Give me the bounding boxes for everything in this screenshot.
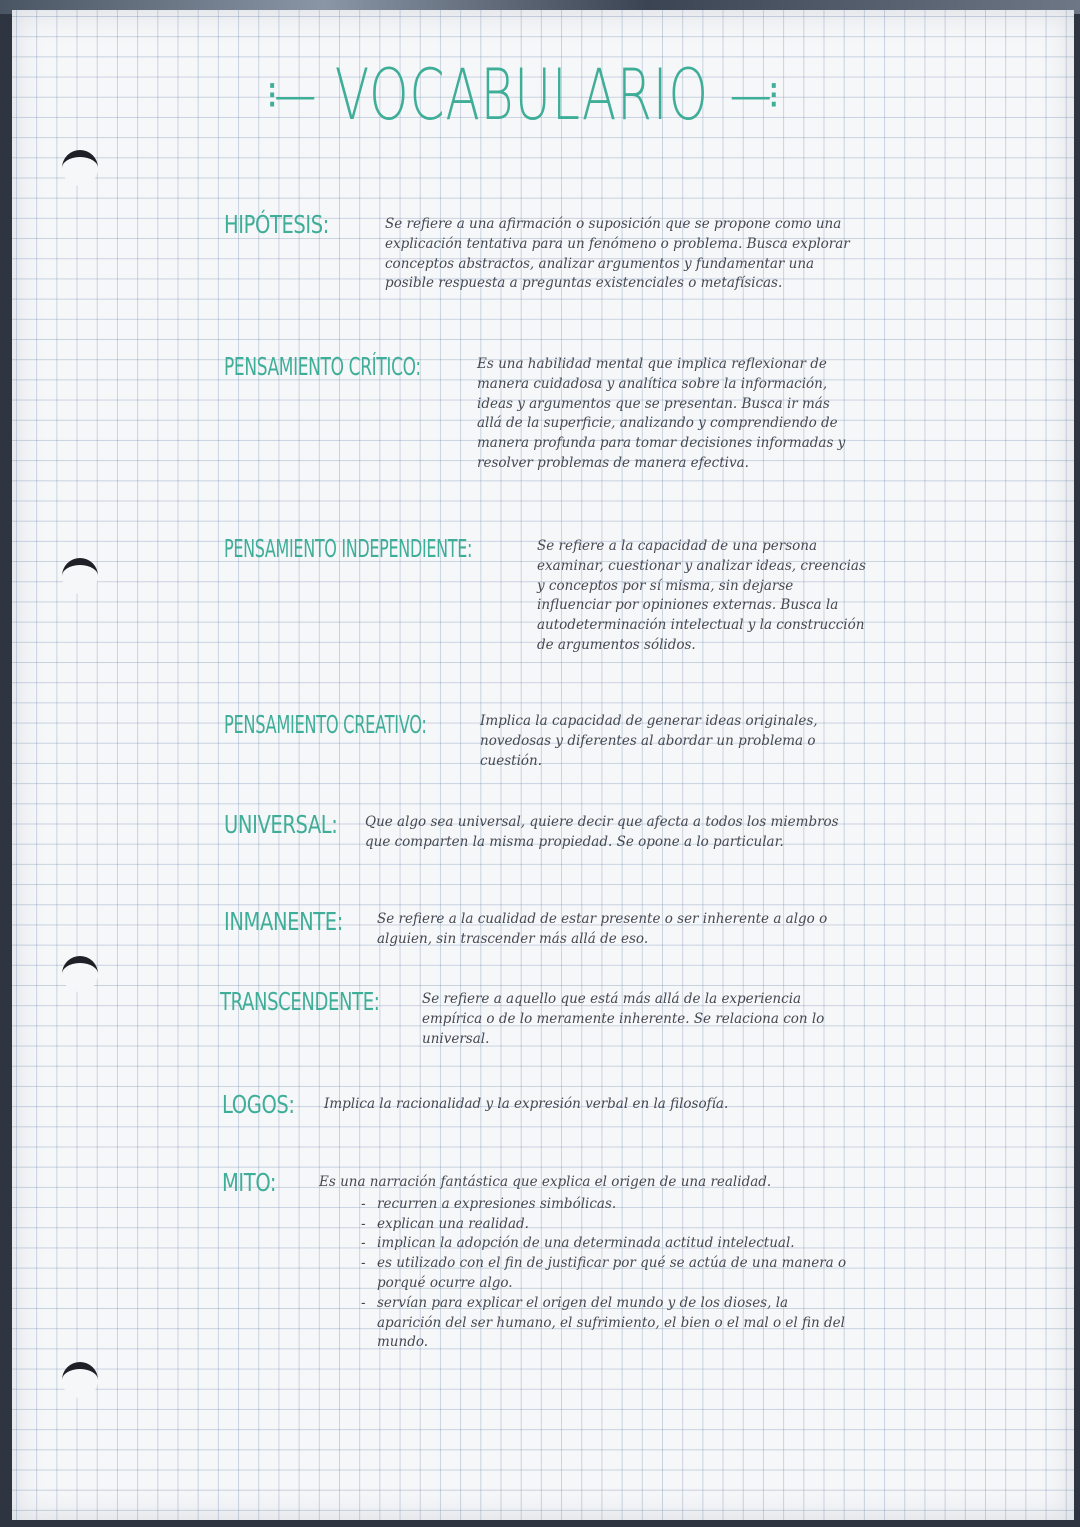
definition-mito-intro: Es una narración fantástica que explica el origen de una realidad. <box>319 1174 772 1190</box>
binder-hole <box>62 956 98 992</box>
term-pensamiento-creativo: PENSAMIENTO CREATIVO: <box>224 710 427 739</box>
mito-bullet: - recurren a expresiones simbólicas. <box>377 1195 849 1215</box>
mito-bullet: - explican una realidad. <box>377 1215 849 1235</box>
term-universal: UNIVERSAL: <box>224 810 338 839</box>
term-logos: LOGOS: <box>222 1090 295 1119</box>
binder-hole <box>62 150 98 186</box>
definition-pensamiento-independiente: Se refiere a la capacidad de una persona examinar, cuestionar y analizar ideas, creencias y conceptos por sí misma, sin dejarse influenciar por opiniones externas. Busca la autodeterminación intelectual y la construcción de argumentos sólidos. <box>537 538 866 653</box>
term-transcendente: TRANSCENDENTE: <box>220 987 380 1016</box>
definition-universal: Que algo sea universal, quiere decir que afecta a todos los miembros que comparten la misma propiedad. Se opone a lo particular. <box>365 814 839 850</box>
term-inmanente: INMANENTE: <box>224 907 343 936</box>
title-deco-right: —⁝ <box>731 74 778 117</box>
definition-transcendente: Se refiere a aquello que está más allá de la experiencia empírica o de lo meramente inherente. Se relaciona con lo universal. <box>422 991 825 1047</box>
binder-hole <box>62 1362 98 1398</box>
mito-bullet: - servían para explicar el origen del mundo y de los dioses, la aparición del ser humano, el sufrimiento, el bien o el mal o el fin del mundo. <box>377 1294 849 1353</box>
mito-bullet: - implican la adopción de una determinada actitud intelectual. <box>377 1234 849 1254</box>
term-mito: MITO: <box>222 1168 277 1197</box>
definition-logos: Implica la racionalidad y la expresión verbal en la filosofía. <box>324 1096 729 1112</box>
page-title <box>262 50 782 140</box>
title-text: VOCABULARIO <box>334 54 710 136</box>
definition-pensamiento-creativo: Implica la capacidad de generar ideas originales, novedosas y diferentes al abordar un problema o cuestión. <box>480 713 818 769</box>
grid-paper-sheet <box>12 10 1074 1520</box>
definition-mito <box>319 1173 849 1353</box>
term-pensamiento-critico: PENSAMIENTO CRÍTICO: <box>224 352 421 381</box>
term-pensamiento-independiente: PENSAMIENTO INDEPENDIENTE: <box>224 534 473 563</box>
definition-inmanente: Se refiere a la cualidad de estar presente o ser inherente a algo o alguien, sin trascender más allá de eso. <box>377 911 828 947</box>
title-deco-left: ⁝— <box>266 74 313 117</box>
definition-hipotesis: Se refiere a una afirmación o suposición que se propone como una explicación tentativa para un fenómeno o problema. Busca explorar conceptos abstractos, analizar argumentos y fundamentar una posible respuesta a preguntas existenciales o metafísicas. <box>385 216 850 292</box>
mito-bullet-list <box>359 1195 849 1353</box>
term-hipotesis: HIPÓTESIS: <box>224 210 329 239</box>
definition-pensamiento-critico: Es una habilidad mental que implica reflexionar de manera cuidadosa y analítica sobre la información, ideas y argumentos que se presentan. Busca ir más allá de la superficie, analizando y comprendiendo de manera profunda para tomar decisiones informadas y resolver problemas de manera efectiva. <box>477 356 846 471</box>
binder-hole <box>62 558 98 594</box>
mito-bullet: - es utilizado con el fin de justificar por qué se actúa de una manera o porqué ocurre algo. <box>377 1254 849 1294</box>
